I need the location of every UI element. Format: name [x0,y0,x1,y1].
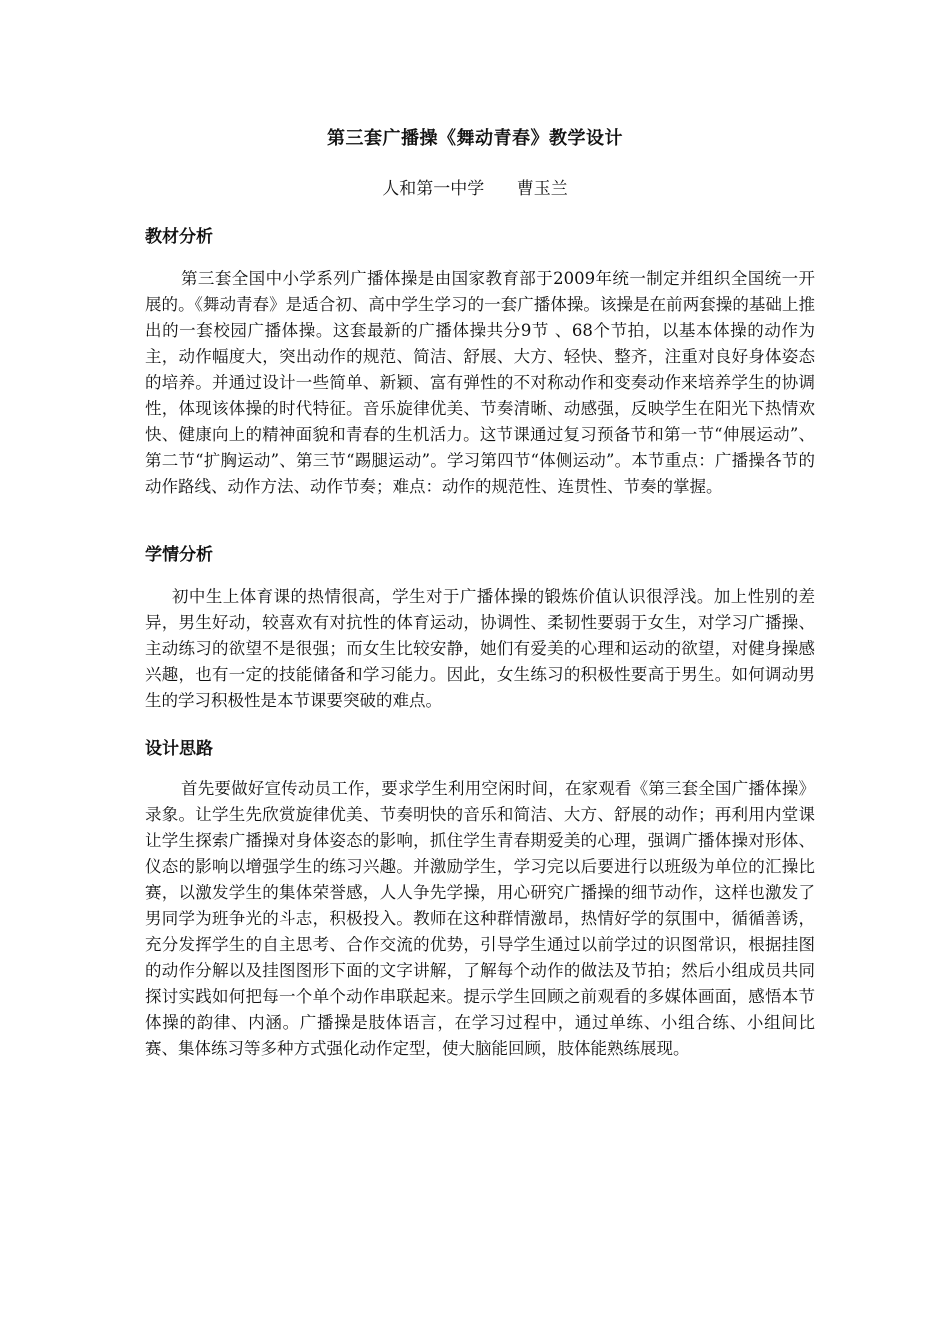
section-heading-student-analysis: 学情分析 [145,545,213,565]
section-body-design-idea: 首先要做好宣传动员工作，要求学生利用空闲时间，在家观看《第三套全国广播体操》录象。让学生先欣赏旋律优美、节奏明快的音乐和简洁、大方、舒展的动作；再利用内堂课让学生探索广播操对身体姿态的影响，抓住学生青春期爱美的心理，强调广播体操对形体、仪态的影响以增强学生的练习兴趣。并激励学生，学习完以后要进行以班级为单位的汇操比赛，以激发学生的集体荣誉感，人人争先学操，用心研究广播操的细节动作，这样也激发了男同学为班争光的斗志，积极投入。教师在这种群情激昂，热情好学的氛围中，循循善诱，充分发挥学生的自主思考、合作交流的优势，引导学生通过以前学过的识图常识，根据挂图的动作分解以及挂图图形下面的文字讲解，了解每个动作的做法及节拍；然后小组成员共同探讨实践如何把每一个单个动作串联起来。提示学生回顾之前观看的多媒体画面，感悟本节体操的韵律、内涵。广播操是肢体语言，在学习过程中，通过单练、小组合练、小组间比赛、集体练习等多种方式强化动作定型，使大脑能回顾，肢体能熟练展现。 [145,779,815,1058]
section-body-textbook-analysis: 第三套全国中小学系列广播体操是由国家教育部于2009年统一制定并组织全国统一开展的。《舞动青春》是适合初、高中学生学习的一套广播体操。该操是在前两套操的基础上推出的一套校园广播体操。这套最新的广播体操共分9节 、68个节拍，以基本体操的动作为主，动作幅度大，突出动作的规范、简洁、舒展、大方、轻快、整齐，注重对良好身体姿态的培养。并通过设计一些简单、新颖、富有弹性的不对称动作和变奏动作来培养学生的协调性，体现该体操的时代特征。音乐旋律优美、节奏清晰、动感强，反映学生在阳光下热情欢快、健康向上的精神面貌和青春的生机活力。这节课通过复习预备节和第一节“伸展运动”、第二节“扩胸运动”、第三节“踢腿运动”。学习第四节“体侧运动”。本节重点：广播操各节的动作路线、动作方法、动作节奏；难点：动作的规范性、连贯性、节奏的掌握。 [145,269,815,496]
document-title: 第三套广播操《舞动青春》教学设计 [327,128,623,149]
section-heading-design-idea: 设计思路 [145,739,213,759]
section-body-student-analysis: 初中生上体育课的热情很高，学生对于广播体操的锻炼价值认识很浮浅。加上性别的差异，男生好动，较喜欢有对抗性的体育运动，协调性、柔韧性要弱于女生，对学习广播操、主动练习的欲望不是很强；而女生比较安静，她们有爱美的心理和运动的欲望，对健身操感兴趣，也有一定的技能储备和学习能力。因此，女生练习的积极性要高于男生。如何调动男生的学习积极性是本节课要突破的难点。 [145,587,815,710]
author-line: 人和第一中学 曹玉兰 [382,179,568,199]
section-heading-textbook-analysis: 教材分析 [145,227,213,247]
